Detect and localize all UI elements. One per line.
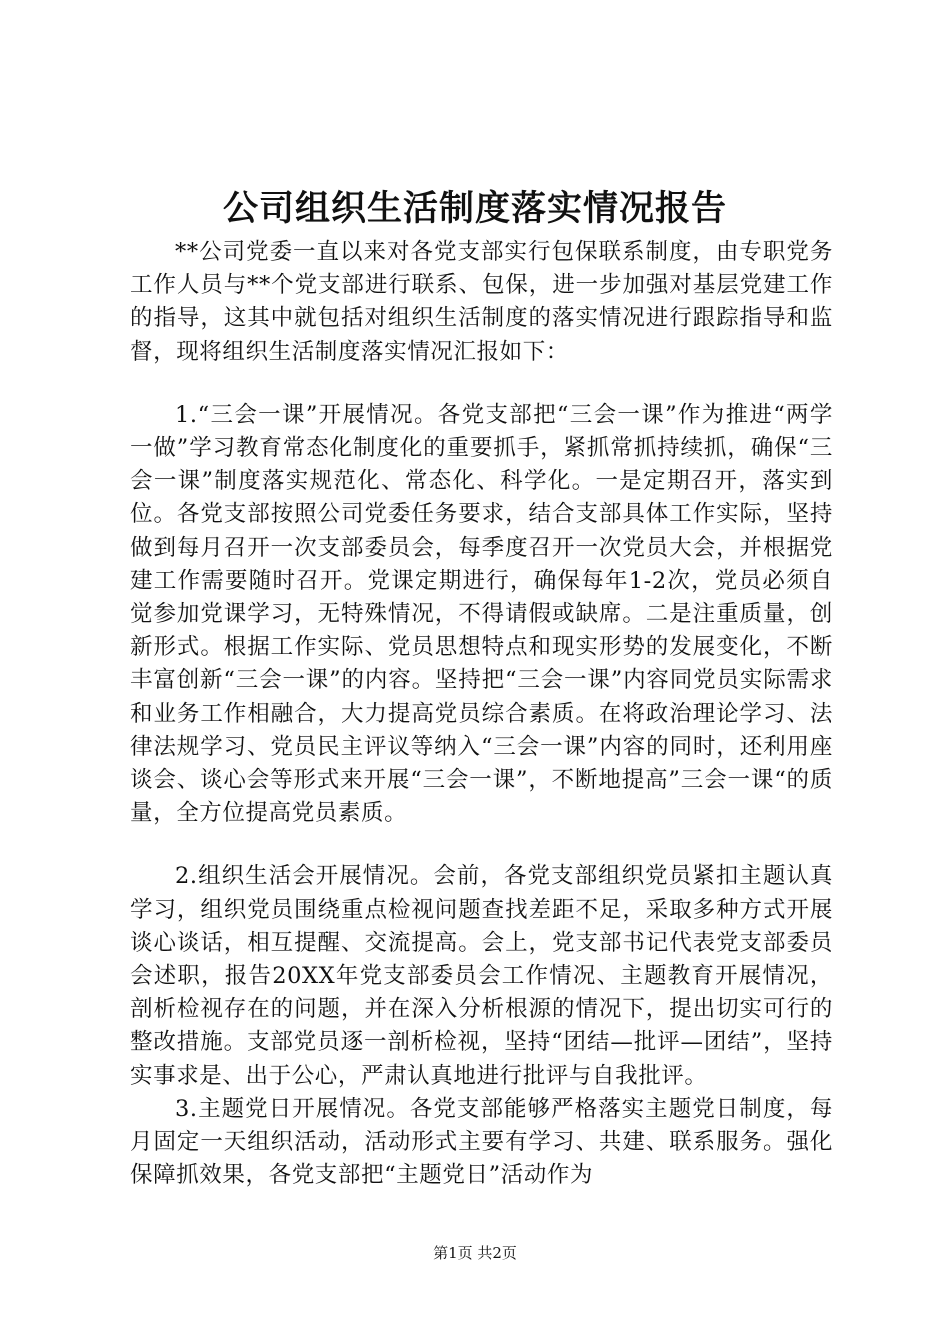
document-title: 公司组织生活制度落实情况报告 — [222, 188, 727, 229]
page-footer: 第1页 共2页 — [433, 1244, 517, 1262]
paragraph-three-meetings: 1.“三会一课”开展情况。各党支部把“三会一课”作为推进“两学一做”学习教育常态化制度化的重要抓手，紧抓常抓持续抓，确保“三会一课”制度落实规范化、常态化、科学化。一是定期召开，落实到位。各党支部按照公司党委任务要求，结合支部具体工作实际，坚持做到每月召开一次支部委员会，每季度召开一次党员大会，并根据党建工作需要随时召开。党课定期进行，确保每年1-2次，党员必须自觉参加党课学习，无特殊情况，不得请假或缺席。二是注重质量，创新形式。根据工作实际、党员思想特点和现实形势的发展变化，不断丰富创新“三会一课”的内容。坚持把“三会一课”内容同党员实际需求和业务工作相融合，大力提高党员综合素质。在将政治理论学习、法律法规学习、党员民主评议等纳入“三会一课”内容的同时，还利用座谈会、谈心会等形式来开展“三会一课”，不断地提高”三会一课“的质量，全方位提高党员素质。 — [130, 401, 833, 827]
paragraph-theme-day: 3.主题党日开展情况。各党支部能够严格落实主题党日制度，每月固定一天组织活动，活动形式主要有学习、共建、联系服务。强化保障抓效果，各党支部把“主题党日”活动作为 — [130, 1095, 833, 1189]
paragraph-life-meeting: 2.组织生活会开展情况。会前，各党支部组织党员紧扣主题认真学习，组织党员围绕重点检视问题查找差距不足，采取多种方式开展谈心谈话，相互提醒、交流提高。会上，党支部书记代表党支部委员会述职，报告20XX年党支部委员会工作情况、主题教育开展情况，剖析检视存在的问题，并在深入分析根源的情况下，提出切实可行的整改措施。支部党员逐一剖析检视，坚持“团结—批评—团结”，坚持实事求是、出于公心，严肃认真地进行批评与自我批评。 — [130, 863, 833, 1089]
document-body — [130, 236, 833, 1192]
paragraph-intro: **公司党委一直以来对各党支部实行包保联系制度，由专职党务工作人员与**个党支部进行联系、包保，进一步加强对基层党建工作的指导，这其中就包括对组织生活制度的落实情况进行跟踪指导和监督，现将组织生活制度落实情况汇报如下： — [130, 239, 833, 365]
